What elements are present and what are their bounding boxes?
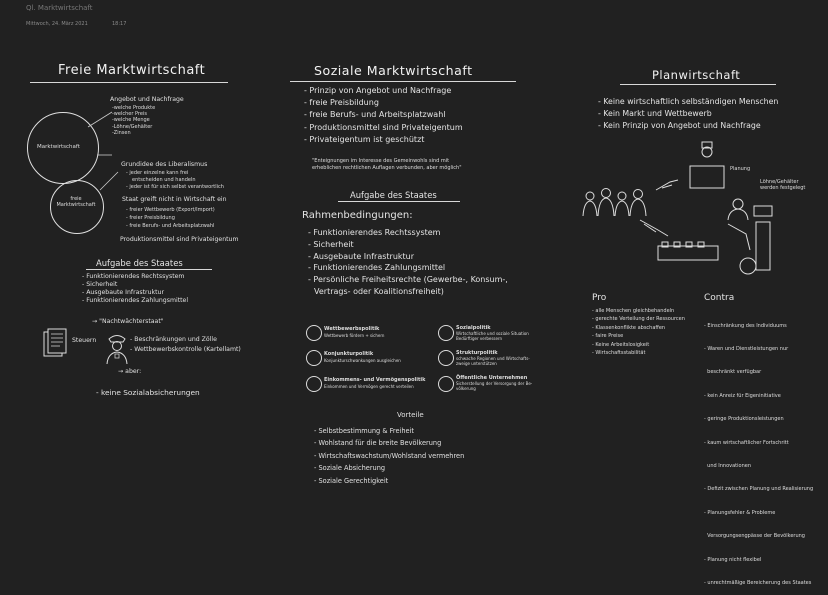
angebot-head: Angebot und Nachfrage [110,96,184,103]
vorteile-title: Vorteile [397,411,424,419]
planung-label: Planung [730,166,751,172]
planned-economy-illustration [578,138,818,283]
list-item: - kein Anreiz für Eigeninitiative [704,392,781,399]
list-item: - Wirtschaftsstabilität [592,350,646,357]
list-item: - Soziale Gerechtigkeit [314,476,389,485]
list-item: - Soziale Absicherung [314,464,386,473]
policy-desc: Wirtschaftliche und soziale Situation [456,331,529,336]
money-icon [306,376,322,392]
nachtwaechter-text: → "Nachtwächterstaat" [92,318,164,325]
contra-list [704,307,813,595]
list-item: - Funktionierendes Rechtssystem [308,228,441,237]
plan-list [598,96,778,132]
social-quote-2: erheblichen rechtlichen Auflagen verbunden, aber möglich" [312,165,462,171]
list-item: -welche Produkte [112,105,156,111]
list-item: - geringe Produktionsleistungen [704,416,784,423]
list-item: - freier Wettbewerb (Export/Import) [126,207,215,213]
list-item: - Defizit zwischen Planung und Realisierung [704,486,814,493]
steuern-label: Steuern [72,337,97,344]
free-aufgabe-underline [86,269,212,270]
list-item: - Kein Prinzip von Angebot und Nachfrage [598,121,761,130]
list-item: - Privateigentum ist geschützt [304,134,425,144]
plan-title: Planwirtschaft [652,68,741,82]
list-item: - Wohlstand für die breite Bevölkerung [314,439,442,448]
staat-list [126,206,215,230]
policy-desc: völkerung [456,386,476,391]
family-icon [438,325,454,341]
social-aufgabe-underline [338,201,460,202]
list-item: - Persönliche Freiheitsrechte (Gewerbe-, Konsum-, [308,275,508,285]
list-item: Versorgungsengpässe der Bevölkerung [704,533,805,540]
social-quote-1: "Enteignungen im Interesse des Gemeinwohls sind mit [312,158,450,164]
list-item: -welcher Preis [112,111,147,118]
list-item: - Ausgebaute Infrastruktur [308,251,415,261]
aber-arrow: → aber: [118,368,142,375]
list-item: - unrechtmäßige Bereicherung des Staates [704,579,812,586]
list-item: -Zinsen [112,129,131,136]
social-list [304,85,463,146]
list-item: - Produktionsmittel sind Privateigentum [304,122,463,132]
list-item: - kaum wirtschaftlicher Fortschritt [704,439,789,446]
page-time: 18:17 [112,21,127,27]
policy-title: Konjunkturpolitik [324,351,374,357]
social-title-underline [290,81,516,82]
worker-icon [728,199,772,220]
policy-desc: Einkommen und Vermögen gerecht verteilen [324,384,414,389]
list-item: - Funktionierendes Rechtssystem [82,273,185,280]
policy-title: Öffentliche Unternehmen [456,375,528,381]
list-item: - Wirtschaftswachstum/Wohlstand vermehren [314,451,465,460]
plan-title-underline [620,84,776,85]
aber-text: aber [125,368,140,375]
list-item: - Planung nicht flexibel [704,556,762,563]
free-aufgabe-list [82,273,188,305]
social-aufgabe-title: Aufgabe des Staates [350,190,437,200]
liberalismus-item: - jeder einzelne kann frei [126,170,189,176]
list-item: - faire Preise [592,333,624,340]
pro-list [592,307,685,357]
policy-desc: Sicherstellung der Versorgung der Be- [456,381,533,386]
list-item: - Prinzip von Angebot und Nachfrage [304,86,452,95]
vorteile-list [314,425,464,487]
building-icon [438,376,454,392]
list-item: - Keine Arbeitslosigkeit [592,341,650,348]
circle-small-label: freie Marktwirtschaft [56,196,96,209]
rahmen-title: Rahmenbedingungen: [302,210,413,221]
liberalismus-item: entscheiden und handeln [132,177,196,183]
list-item: Vertrags- oder Koalitionsfreiheit) [314,286,444,296]
list-item: - freie Berufs- und Arbeitsplatzwahl [126,223,215,229]
list-item: - Ausgebaute Infrastruktur [82,289,165,296]
policy-title: Wettbewerbspolitik [324,326,380,332]
tools-icon [438,350,454,366]
list-item: - gerechte Verteilung der Ressourcen [592,316,685,323]
policy-desc: Konjunkturschwankungen ausgleichen [324,358,401,363]
wettbewerb-text: - Wettbewerbskontrolle (Kartellamt) [130,346,241,353]
list-item: - freie Berufs- und Arbeitsplatzwahl [304,110,446,120]
pro-title: Pro [592,293,607,303]
list-item: - Sicherheit [82,281,118,288]
social-title: Soziale Marktwirtschaft [314,63,473,78]
policy-desc: zweige unterstützen [456,361,497,366]
list-item: - alle Menschen gleichbehandeln [592,308,675,314]
rahmen-list [308,227,508,298]
people-icon [583,189,646,217]
list-item: - Klassenkonflikte abschaffen [592,324,666,331]
free-title: Freie Marktwirtschaft [58,63,206,78]
list-item: -Löhne/Gehälter [112,123,153,130]
planner-icon [690,142,724,188]
list-item: - Funktionierendes Zahlungsmittel [308,263,446,273]
page-date: Mittwoch, 24. März 2021 [26,21,88,27]
list-item: beschränkt verfügbar [704,369,762,376]
list-item: und Innovationen [704,462,751,469]
policy-desc: Bedürftiger verbessern [456,336,503,341]
policy-title: Strukturpolitik [456,350,498,356]
policy-title: Einkommens- und Vermögenspolitik [324,377,426,383]
produktionsmittel-text: Produktionsmittel sind Privateigentum [120,236,239,243]
list-item: - Keine wirtschaftlich selbständigen Menschen [598,97,779,106]
sozial-none-text: - keine Sozialabsicherungen [96,388,200,397]
angebot-list [112,105,155,136]
free-aufgabe-title: Aufgabe des Staates [96,258,183,268]
circle-main-label: Marktwirtschaft [37,144,80,150]
list-item: - Planungsfehler & Probleme [704,509,776,516]
beschraenkungen-text: - Beschränkungen und Zölle [130,336,217,343]
scale-icon [306,325,322,341]
liberalismus-head: Grundidee des Liberalismus [121,161,208,168]
hand-icon [640,220,668,236]
loehne-label: Löhne/Gehälter [760,179,799,185]
list-item: - Kein Markt und Wettbewerb [598,109,712,118]
list-item: - Waren und Dienstleistungen nur [704,345,789,352]
list-item: -welche Menge [112,117,150,124]
list-item: - Einschränkung des Individuums [704,322,787,329]
policy-desc: Wettbewerb fördern + sichern [324,333,385,338]
list-item: - freie Preisbildung [304,98,379,108]
list-item: - Sicherheit [308,239,354,249]
hand-icon [656,180,678,190]
loehne-label-2: werden festgelegt [760,185,806,191]
police-icon [104,332,130,366]
page-title: Ql. Marktwirtschaft [26,4,93,12]
list-item: - Selbstbestimmung & Freiheit [314,427,414,435]
liberalismus-item: - jeder ist für sich selbst verantwortlich [126,184,224,190]
policy-desc: schwache Regionen und Wirtschafts- [456,356,530,361]
contra-title: Contra [704,293,735,303]
document-icon [42,328,72,362]
policy-title: Sozialpolitik [456,325,491,331]
factory-icon [658,222,770,274]
chart-icon [306,350,322,366]
staat-head: Staat greift nicht in Wirtschaft ein [122,196,227,203]
list-item: - freier Preisbildung [126,215,175,221]
list-item: - Funktionierendes Zahlungsmittel [82,297,189,304]
